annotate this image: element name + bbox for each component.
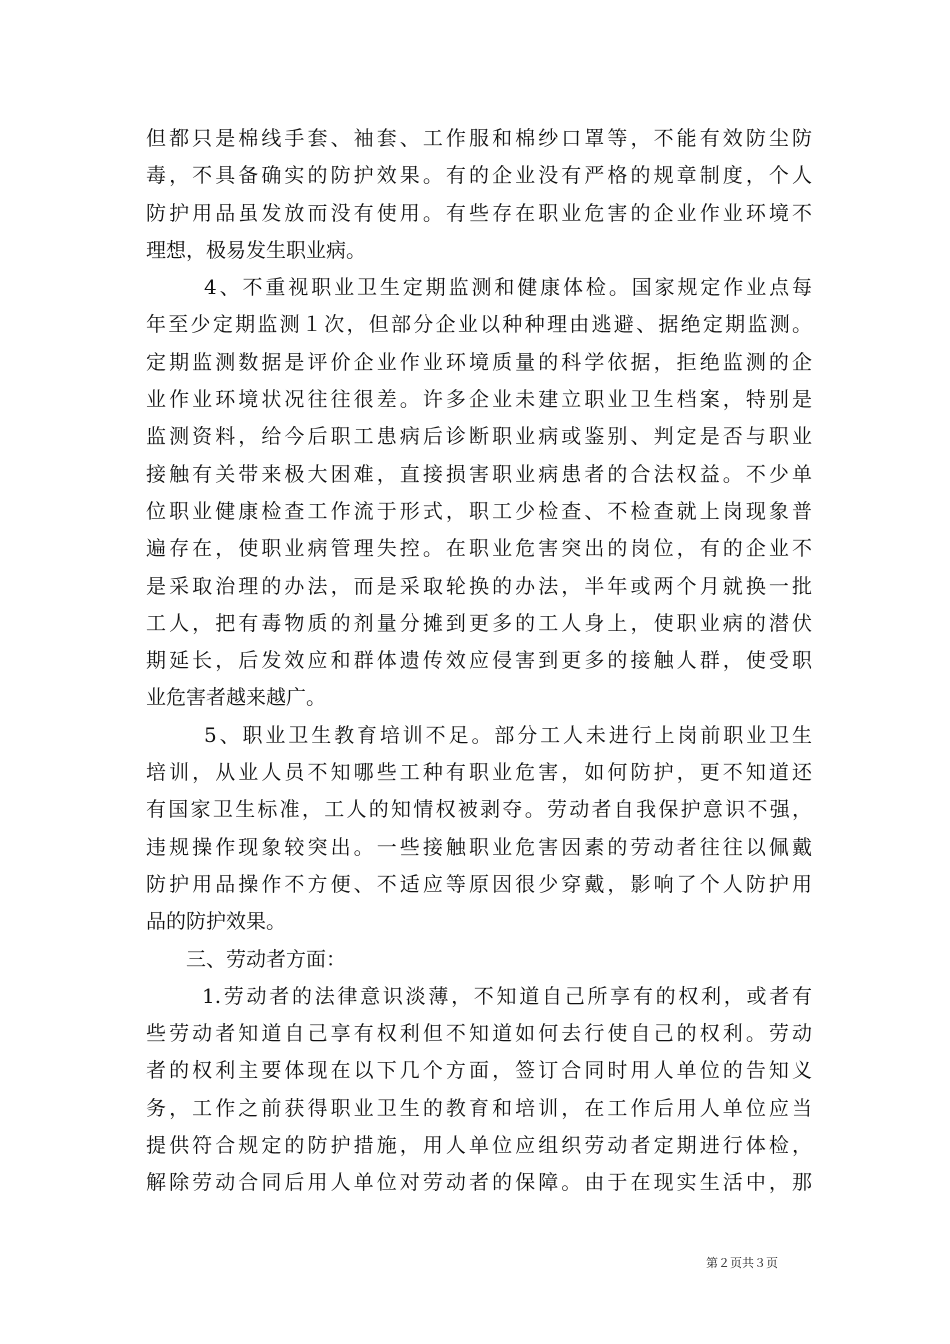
- text-line: 解除劳动合同后用人单位对劳动者的保障。由于在现实生活中，那: [146, 1170, 812, 1195]
- text-line: 业危害者越来越广。: [146, 685, 326, 710]
- text-line: 位职业健康检查工作流于形式，职工少检查、不检查就上岗现象普: [146, 498, 812, 523]
- text-line-indented: 4、不重视职业卫生定期监测和健康体检。国家规定作业点每: [204, 275, 812, 300]
- section-heading: 三、劳动者方面：: [186, 946, 346, 971]
- text-line-indented: 1.劳动者的法律意识淡薄，不知道自己所享有的权利，或者有: [202, 983, 812, 1008]
- text-line: 者的权利主要体现在以下几个方面，签订合同时用人单位的告知义: [146, 1058, 812, 1083]
- text-line: 但都只是棉线手套、袖套、工作服和棉纱口罩等，不能有效防尘防: [146, 126, 812, 150]
- text-line: 理想，极易发生职业病。: [146, 237, 366, 262]
- text-line: 监测资料，给今后职工患病后诊断职业病或鉴别、判定是否与职业: [146, 424, 812, 449]
- text-line-indented: 5、职业卫生教育培训不足。部分工人未进行上岗前职业卫生: [204, 722, 812, 747]
- text-line: 期延长，后发效应和群体遗传效应侵害到更多的接触人群，使受职: [146, 648, 812, 673]
- text-line: 提供符合规定的防护措施，用人单位应组织劳动者定期进行体检，: [146, 1133, 812, 1158]
- text-line: 培训，从业人员不知哪些工种有职业危害，如何防护，更不知道还: [146, 760, 812, 785]
- text-line: 些劳动者知道自己享有权利但不知道如何去行使自己的权利。劳动: [146, 1021, 812, 1046]
- text-line: 毒，不具备确实的防护效果。有的企业没有严格的规章制度，个人: [146, 163, 812, 188]
- text-line: 有国家卫生标准，工人的知情权被剥夺。劳动者自我保护意识不强，: [146, 797, 812, 822]
- text-line: 防护用品操作不方便、不适应等原因很少穿戴，影响了个人防护用: [146, 871, 812, 896]
- text-line: 接触有关带来极大困难，直接损害职业病患者的合法权益。不少单: [146, 461, 812, 486]
- text-line: 是采取治理的办法，而是采取轮换的办法，半年或两个月就换一批: [146, 573, 812, 598]
- text-line: 定期监测数据是评价企业作业环境质量的科学依据，拒绝监测的企: [146, 349, 812, 374]
- text-line: 品的防护效果。: [146, 909, 286, 934]
- text-line: 工人，把有毒物质的剂量分摊到更多的工人身上，使职业病的潜伏: [146, 610, 812, 635]
- body-text: [146, 120, 812, 1202]
- text-line: 违规操作现象较突出。一些接触职业危害因素的劳动者往往以佩戴: [146, 834, 812, 859]
- text-line: 务，工作之前获得职业卫生的教育和培训，在工作后用人单位应当: [146, 1095, 812, 1120]
- text-line: 防护用品虽发放而没有使用。有些存在职业危害的企业作业环境不: [146, 200, 812, 225]
- text-line: 年至少定期监测１次，但部分企业以种种理由逃避、据绝定期监测。: [146, 312, 812, 337]
- page-number-footer: 第２页共３页: [706, 1256, 779, 1270]
- text-line: 业作业环境状况往往很差。许多企业未建立职业卫生档案，特别是: [146, 387, 812, 412]
- text-line: 遍存在，使职业病管理失控。在职业危害突出的岗位，有的企业不: [146, 536, 812, 561]
